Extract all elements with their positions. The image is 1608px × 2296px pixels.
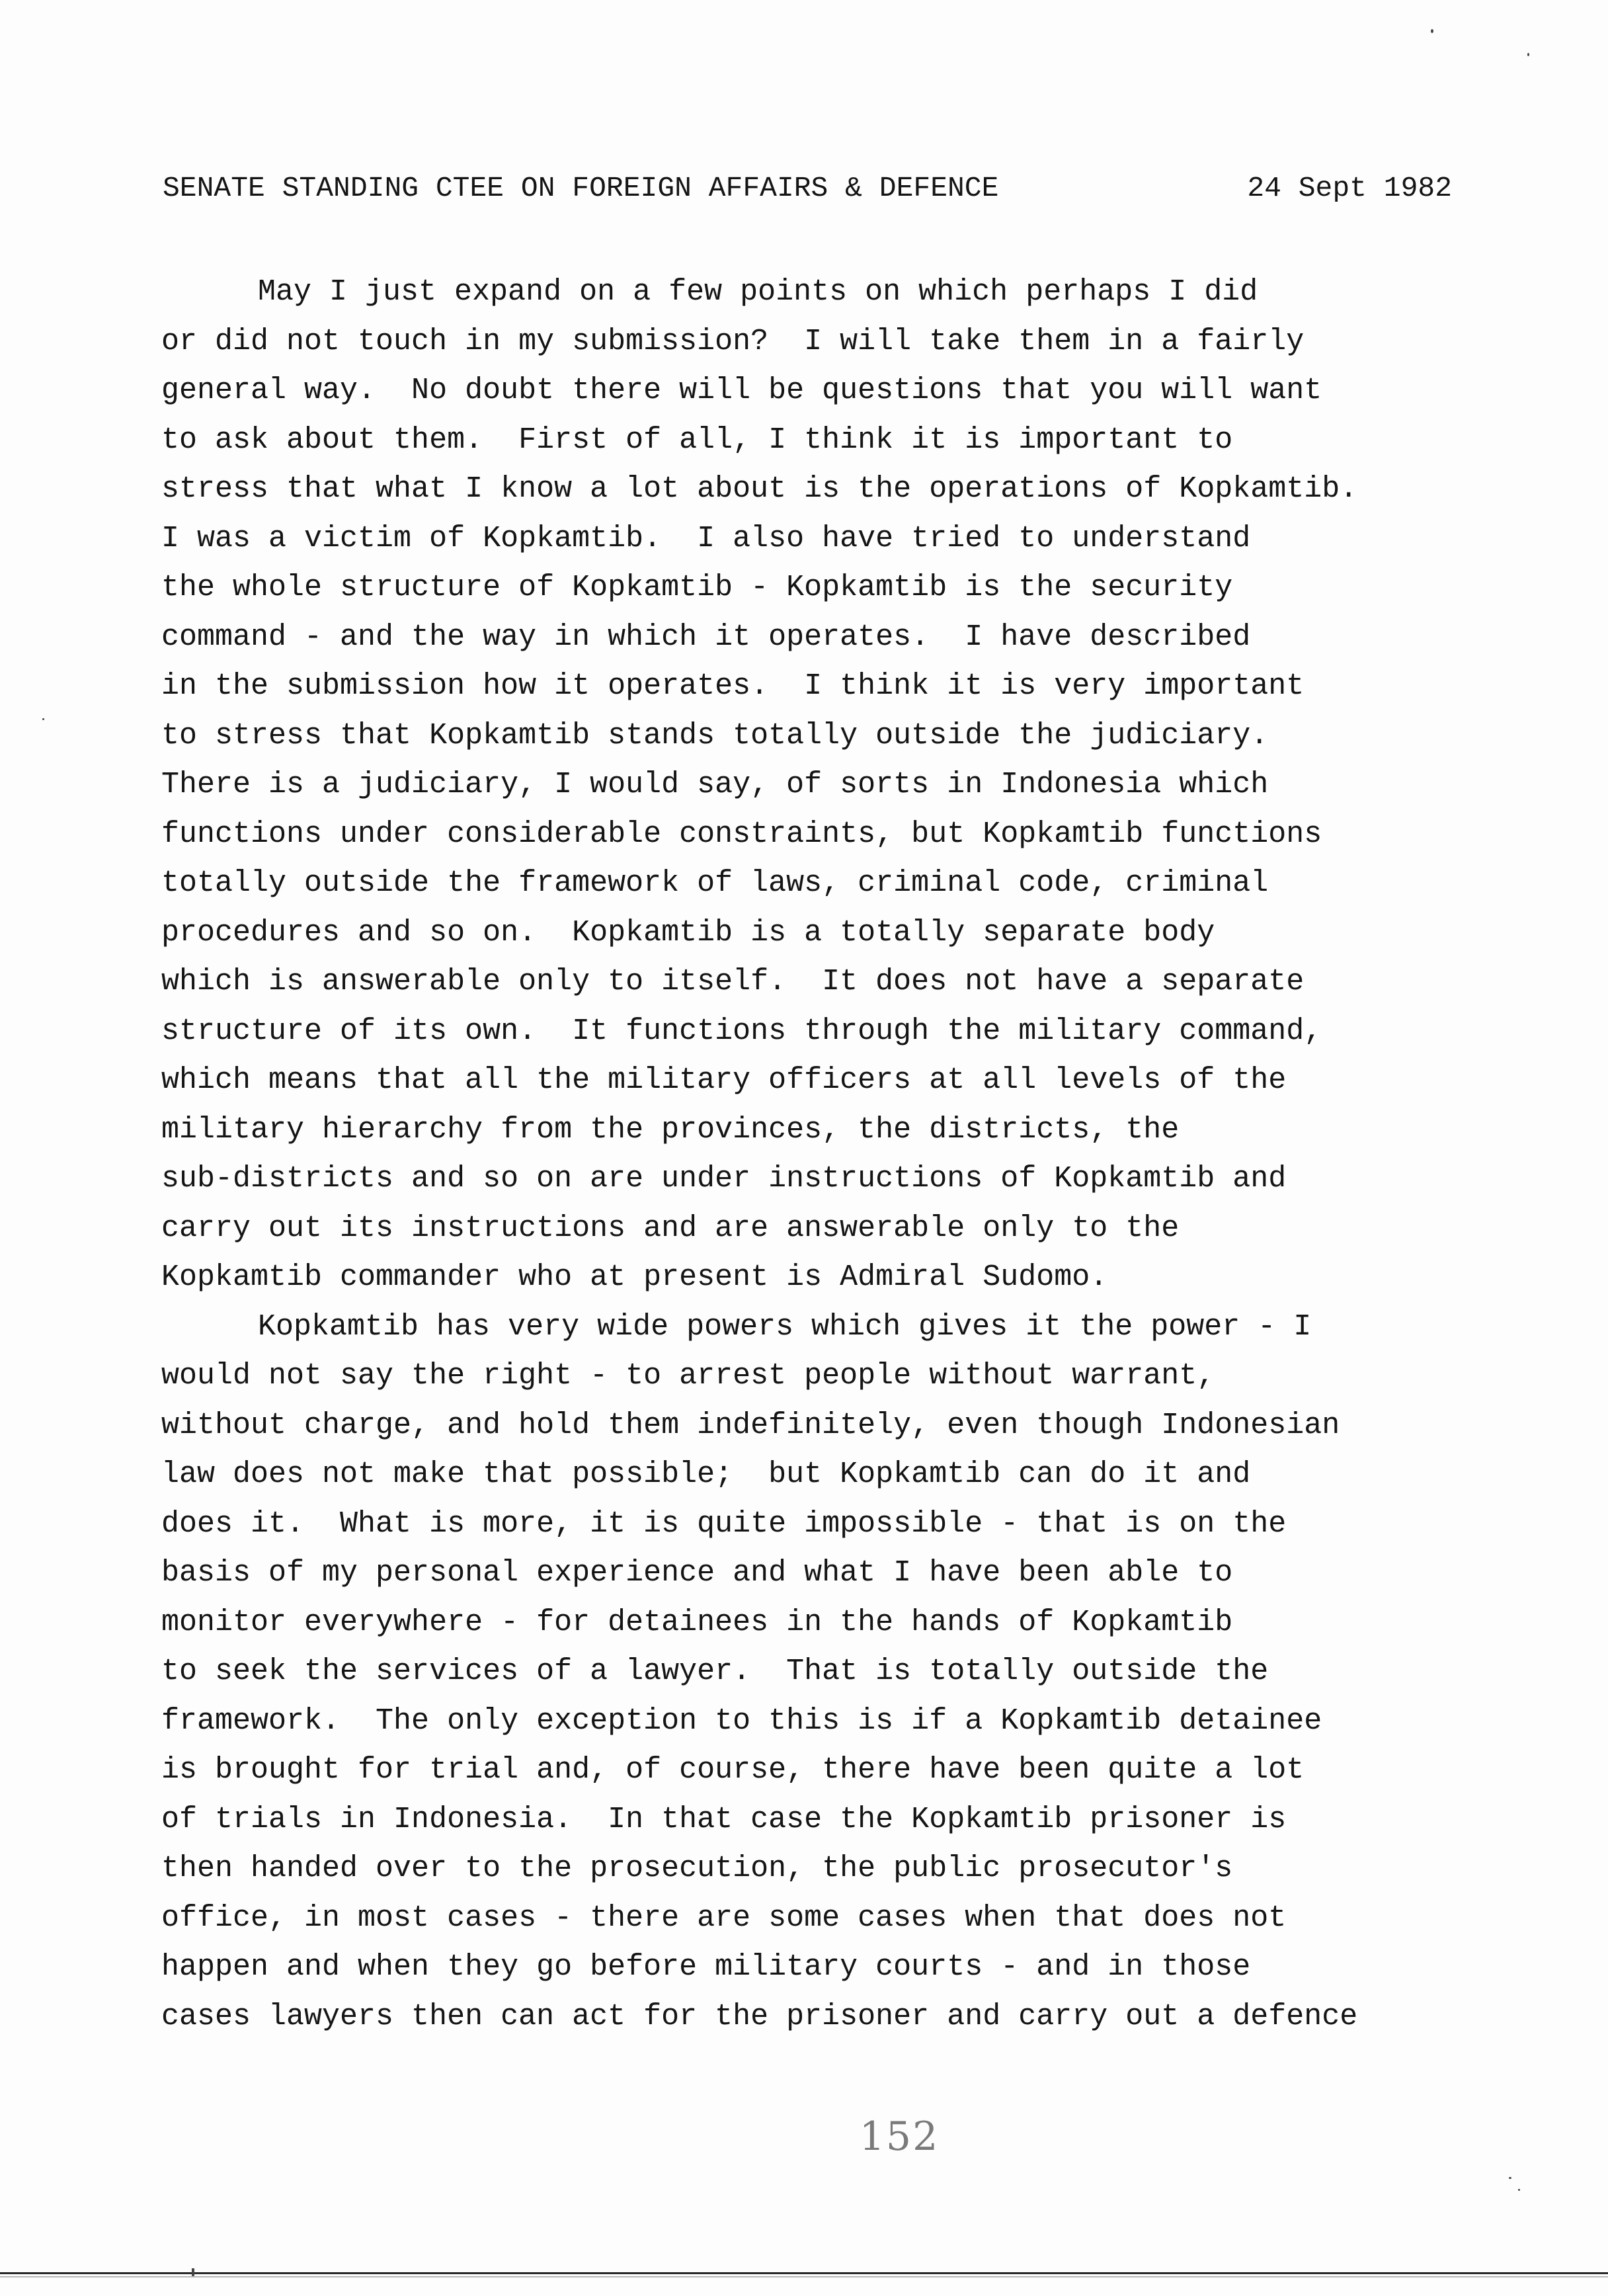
text-line: does it. What is more, it is quite impossible - that is on the [161, 1506, 1287, 1541]
text-line: cases lawyers then can act for the prisoner and carry out a defence [161, 1999, 1358, 2033]
text-line: basis of my personal experience and what I have been able to [161, 1556, 1233, 1590]
text-line: office, in most cases - there are some cases when that does not [161, 1901, 1287, 1935]
scan-speck [1518, 2189, 1520, 2191]
text-line: or did not touch in my submission? I will take them in a fairly [161, 324, 1305, 358]
text-line: of trials in Indonesia. In that case the Kopkamtib prisoner is [161, 1802, 1287, 1836]
scan-speck [1527, 53, 1529, 56]
text-line: in the submission how it operates. I think it is very important [161, 669, 1305, 703]
scan-speck [192, 2268, 194, 2276]
text-line: military hierarchy from the provinces, the districts, the [161, 1112, 1180, 1147]
text-line: I was a victim of Kopkamtib. I also have tried to understand [161, 521, 1251, 555]
text-line: Kopkamtib has very wide powers which gives it the power - I [258, 1309, 1312, 1344]
text-line: then handed over to the prosecution, the public prosecutor's [161, 1852, 1233, 1885]
scan-speck [42, 718, 44, 720]
bottom-rule [0, 2272, 1608, 2274]
text-line: procedures and so on. Kopkamtib is a totally separate body [161, 915, 1215, 950]
text-line: law does not make that possible; but Kopkamtib can do it and [161, 1457, 1251, 1491]
bottom-rule-shadow [0, 2276, 1608, 2277]
text-line: Kopkamtib commander who at present is Admiral Sudomo. [161, 1260, 1108, 1294]
text-line: There is a judiciary, I would say, of sorts in Indonesia which [161, 768, 1269, 801]
scan-speck [1431, 29, 1433, 33]
text-line: totally outside the framework of laws, criminal code, criminal [161, 866, 1269, 900]
text-line: is brought for trial and, of course, there have been quite a lot [161, 1753, 1305, 1787]
text-line: happen and when they go before military courts - and in those [161, 1950, 1251, 1984]
text-line: functions under considerable constraints, but Kopkamtib functions [161, 817, 1322, 851]
text-line: structure of its own. It functions through the military command, [161, 1014, 1322, 1048]
text-line: framework. The only exception to this is if a Kopkamtib detainee [161, 1703, 1322, 1738]
text-line: command - and the way in which it operates. I have described [161, 620, 1251, 654]
text-line: monitor everywhere - for detainees in the hands of Kopkamtib [161, 1605, 1233, 1639]
text-line: general way. No doubt there will be questions that you will want [161, 374, 1322, 407]
scan-speck [1509, 2177, 1511, 2179]
text-line: which means that all the military officers at all levels of the [161, 1063, 1287, 1097]
text-line: to ask about them. First of all, I think it is important to [161, 423, 1233, 457]
text-line: May I just expand on a few points on which perhaps I did [258, 275, 1258, 309]
header-title: SENATE STANDING CTEE ON FOREIGN AFFAIRS & DEFENCE [163, 172, 999, 204]
document-header [163, 169, 1452, 208]
text-line: which is answerable only to itself. It does not have a separate [161, 965, 1305, 999]
text-line: would not say the right - to arrest people without warrant, [161, 1359, 1215, 1393]
text-line: sub-districts and so on are under instructions of Kopkamtib and [161, 1162, 1287, 1196]
page-number: 152 [859, 2113, 940, 2160]
transcript-body [161, 268, 1497, 2041]
text-line: carry out its instructions and are answerable only to the [161, 1211, 1180, 1245]
text-line: the whole structure of Kopkamtib - Kopkamtib is the security [161, 571, 1233, 604]
header-date: 24 Sept 1982 [1247, 172, 1452, 204]
text-line: without charge, and hold them indefinitely, even though Indonesian [161, 1408, 1340, 1442]
text-line: to stress that Kopkamtib stands totally outside the judiciary. [161, 718, 1269, 753]
text-line: stress that what I know a lot about is the operations of Kopkamtib. [161, 472, 1358, 506]
text-line: to seek the services of a lawyer. That is totally outside the [161, 1655, 1269, 1688]
